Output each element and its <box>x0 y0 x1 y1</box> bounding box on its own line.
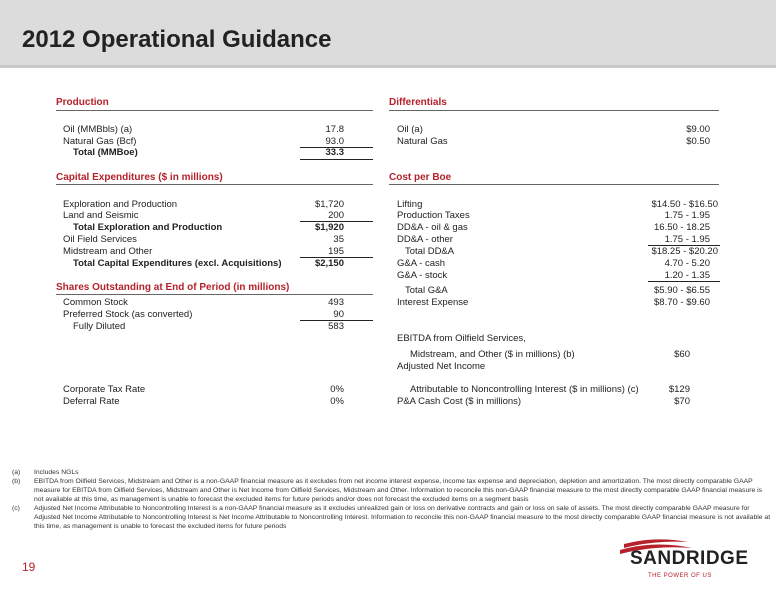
footnote-mark: (a) <box>12 469 21 476</box>
logo-tagline: THE POWER OF US <box>648 573 712 579</box>
tax-row: Deferral Rate <box>63 396 120 407</box>
production-header: Production <box>56 97 109 108</box>
logo-wordmark: SANDRIDGE <box>630 548 749 569</box>
cost-value: $5.90 - $6.55 <box>654 285 710 296</box>
production-oil-value: 17.8 <box>325 124 344 135</box>
capex-value: $1,920 <box>314 222 344 233</box>
capex-value: 35 <box>333 234 344 245</box>
cost-value: 1.20 - 1.35 <box>664 270 710 281</box>
differentials-header: Differentials <box>389 97 447 108</box>
page-title: 2012 Operational Guidance <box>22 26 332 53</box>
capex-value: $1,720 <box>314 199 344 210</box>
production-rule <box>56 110 373 111</box>
diff-row: Natural Gas <box>397 136 448 147</box>
diff-value: $0.50 <box>686 136 710 147</box>
cost-value: 1.75 - 1.95 <box>664 210 710 221</box>
pa-value: $70 <box>674 396 690 407</box>
capex-value: 200 <box>328 210 344 221</box>
pa-label: P&A Cash Cost ($ in millions) <box>397 396 522 407</box>
tax-value: 0% <box>330 384 344 395</box>
cost-underline <box>648 281 720 282</box>
cost-value: 4.70 - 5.20 <box>664 258 710 269</box>
cost-rule <box>389 184 719 185</box>
footnote-c <box>12 504 772 531</box>
diff-value: $9.00 <box>686 124 710 135</box>
production-oil-label: Oil (MMBbls) (a) <box>63 124 133 135</box>
ebitda-label-line1: EBITDA from Oilfield Services, <box>397 333 526 344</box>
adj-label-line1: Adjusted Net Income <box>397 361 486 372</box>
capex-row: Exploration and Production <box>63 199 178 210</box>
diff-row: Oil (a) <box>397 124 423 135</box>
cost-value: 1.75 - 1.95 <box>664 234 710 245</box>
production-total-value: 33.3 <box>325 147 344 158</box>
cost-value: 16.50 - 18.25 <box>654 222 710 233</box>
capex-value: $2,150 <box>314 258 344 269</box>
cost-row: Total DD&A <box>405 246 455 257</box>
page-number: 19 <box>22 560 36 574</box>
capex-header: Capital Expenditures ($ in millions) <box>56 172 223 183</box>
capex-row: Oil Field Services <box>63 234 137 245</box>
cost-row: DD&A - oil & gas <box>397 222 468 233</box>
cost-row: G&A - cash <box>397 258 446 269</box>
shares-value: 90 <box>333 309 344 320</box>
production-total-label: Total (MMBoe) <box>73 147 138 158</box>
shares-row: Fully Diluted <box>73 321 126 332</box>
footnote-text: EBITDA from Oilfield Services, Midstream and Other is a non-GAAP financial measure as it excludes from net income interest expense, income tax expense and depreciation, depletion and amortization. The most directly comparable GAAP measure for EBITDA from Oilfield Services, Midstream and Other is Net Income from Oilfield Services, Midstream and Other. Information to reconcile this non-GAAP financial measure to the most directly comparable GAAP financial measure is not available at this time, as management is unable to forecast the excluded items for future periods and/or does not forecast the excluded items on a segment basis <box>34 478 763 503</box>
capex-row: Land and Seismic <box>63 210 139 221</box>
shares-header: Shares Outstanding at End of Period (in millions) <box>56 282 290 293</box>
cost-row: Production Taxes <box>397 210 470 221</box>
shares-value: 493 <box>328 297 344 308</box>
shares-value: 583 <box>328 321 344 332</box>
cost-row: Total G&A <box>405 285 448 296</box>
footnote-mark: (c) <box>12 505 20 512</box>
production-total-underline <box>300 159 373 160</box>
cost-value: $14.50 - $16.50 <box>651 199 718 210</box>
production-gas-value: 93.0 <box>325 136 344 147</box>
shares-rule <box>56 294 373 295</box>
footnote-mark: (b) <box>12 478 21 485</box>
footnotes <box>12 468 772 531</box>
cost-row: G&A - stock <box>397 270 448 281</box>
cost-row: DD&A - other <box>397 234 453 245</box>
adj-value: $129 <box>668 384 690 395</box>
capex-row: Midstream and Other <box>63 246 153 257</box>
footnote-b <box>12 477 772 504</box>
tax-value: 0% <box>330 396 344 407</box>
cost-header: Cost per Boe <box>389 172 452 183</box>
shares-row: Preferred Stock (as converted) <box>63 309 193 320</box>
footnote-a <box>12 468 772 477</box>
footnote-text: Includes NGLs <box>34 469 79 476</box>
cost-value: $18.25 - $20.20 <box>651 246 718 257</box>
capex-row: Total Capital Expenditures (excl. Acquisitions) <box>73 258 282 269</box>
ebitda-value: $60 <box>674 349 690 360</box>
capex-value: 195 <box>328 246 344 257</box>
cost-row: Lifting <box>397 199 423 210</box>
cost-row: Interest Expense <box>397 297 469 308</box>
capex-rule <box>56 184 373 185</box>
footnote-text: Adjusted Net Income Attributable to Noncontrolling Interest is a non-GAAP financial measure as it excludes unrealized gain or loss on derivative contracts and gain or loss on sale of assets. The most directly comparable GAAP measure for Adjusted Net Income Attributable to Noncontrolling Interest is Net Income Attributable to Noncontrolling Interest. Information to reconcile this non-GAAP financial measure to the most directly comparable GAAP financial measure is not available at this time, as management is unable to forecast the excluded items for future periods <box>34 505 771 530</box>
ebitda-label-line2: Midstream, and Other ($ in millions) (b) <box>410 349 575 360</box>
cost-value: $8.70 - $9.60 <box>654 297 710 308</box>
adj-label-line2: Attributable to Noncontrolling Interest ($ in millions) (c) <box>410 384 639 395</box>
tax-row: Corporate Tax Rate <box>63 384 146 395</box>
differentials-rule <box>389 110 719 111</box>
production-gas-label: Natural Gas (Bcf) <box>63 136 137 147</box>
shares-row: Common Stock <box>63 297 128 308</box>
capex-row: Total Exploration and Production <box>73 222 223 233</box>
